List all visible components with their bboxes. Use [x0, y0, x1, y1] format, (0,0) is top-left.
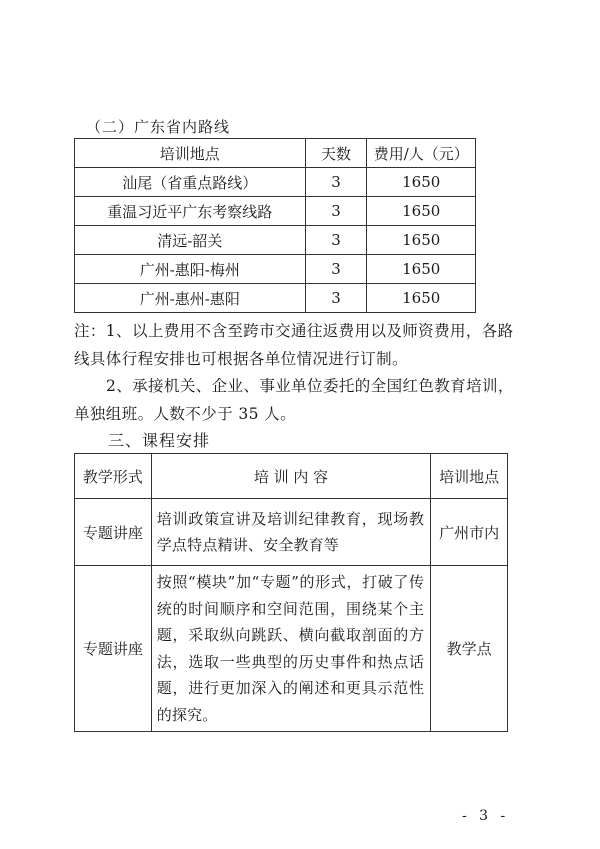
- course-content: 培训政策宣讲及培训纪律教育，现场教学点特点精讲、安全教育等: [156, 509, 425, 554]
- route-place: 广州-惠州-惠阳: [75, 284, 306, 313]
- courses-table: [74, 453, 508, 732]
- routes-table: [74, 138, 476, 313]
- course-location: 广州市内: [431, 499, 508, 566]
- route-fee: 1650: [367, 255, 476, 284]
- table-header-row: [75, 139, 476, 168]
- header-location: 培训地点: [431, 454, 508, 499]
- route-place: 汕尾（省重点路线）: [75, 168, 306, 197]
- section-heading-courses: 三、课程安排: [108, 431, 211, 450]
- page-number: - 3 -: [462, 808, 510, 824]
- route-place: 广州-惠阳-梅州: [75, 255, 306, 284]
- course-content-cell: [151, 499, 431, 566]
- route-days: 3: [305, 226, 367, 255]
- course-content: 按照“模块”加“专题”的形式，打破了传统的时间顺序和空间范围，围绕某个主题，采取纵向跳跃、横向截取剖面的方法，选取一些典型的历史事件和热点话题，进行更加深入的阐述和更具示范性的探究。: [156, 573, 425, 724]
- table-row: [75, 226, 476, 255]
- note-2-line-1: 2、承接机关、企业、事业单位委托的全国红色教育培训，: [106, 377, 514, 395]
- table-header-row: [75, 454, 508, 499]
- route-days: 3: [305, 284, 367, 313]
- table-row: [75, 197, 476, 226]
- header-fee: 费用/人（元）: [367, 139, 476, 168]
- course-form: 专题讲座: [75, 499, 152, 566]
- table-row: [75, 566, 508, 732]
- section-heading-routes: （二）广东省内路线: [86, 118, 231, 136]
- route-days: 3: [305, 255, 367, 284]
- course-content-cell: [151, 566, 431, 732]
- note-paragraph-2: [74, 372, 524, 428]
- route-fee: 1650: [367, 168, 476, 197]
- course-location: 教学点: [431, 566, 508, 732]
- header-days: 天数: [305, 139, 367, 168]
- route-place: 清远-韶关: [75, 226, 306, 255]
- route-fee: 1650: [367, 226, 476, 255]
- table-row: [75, 284, 476, 313]
- route-place: 重温习近平广东考察线路: [75, 197, 306, 226]
- table-row: [75, 168, 476, 197]
- route-fee: 1650: [367, 284, 476, 313]
- table-row: [75, 255, 476, 284]
- route-days: 3: [305, 197, 367, 226]
- header-form: 教学形式: [75, 454, 152, 499]
- note-2-line-2: 单独组班。人数不少于 35 人。: [74, 405, 296, 423]
- table-row: [75, 499, 508, 566]
- header-place: 培训地点: [75, 139, 306, 168]
- route-fee: 1650: [367, 197, 476, 226]
- note-paragraph-1: 注：1、以上费用不含至跨市交通往返费用以及师资费用，各路线具体行程安排也可根据各单位情况进行订制。: [74, 322, 514, 368]
- route-days: 3: [305, 168, 367, 197]
- header-content: 培 训 内 容: [151, 454, 431, 499]
- course-form: 专题讲座: [75, 566, 152, 732]
